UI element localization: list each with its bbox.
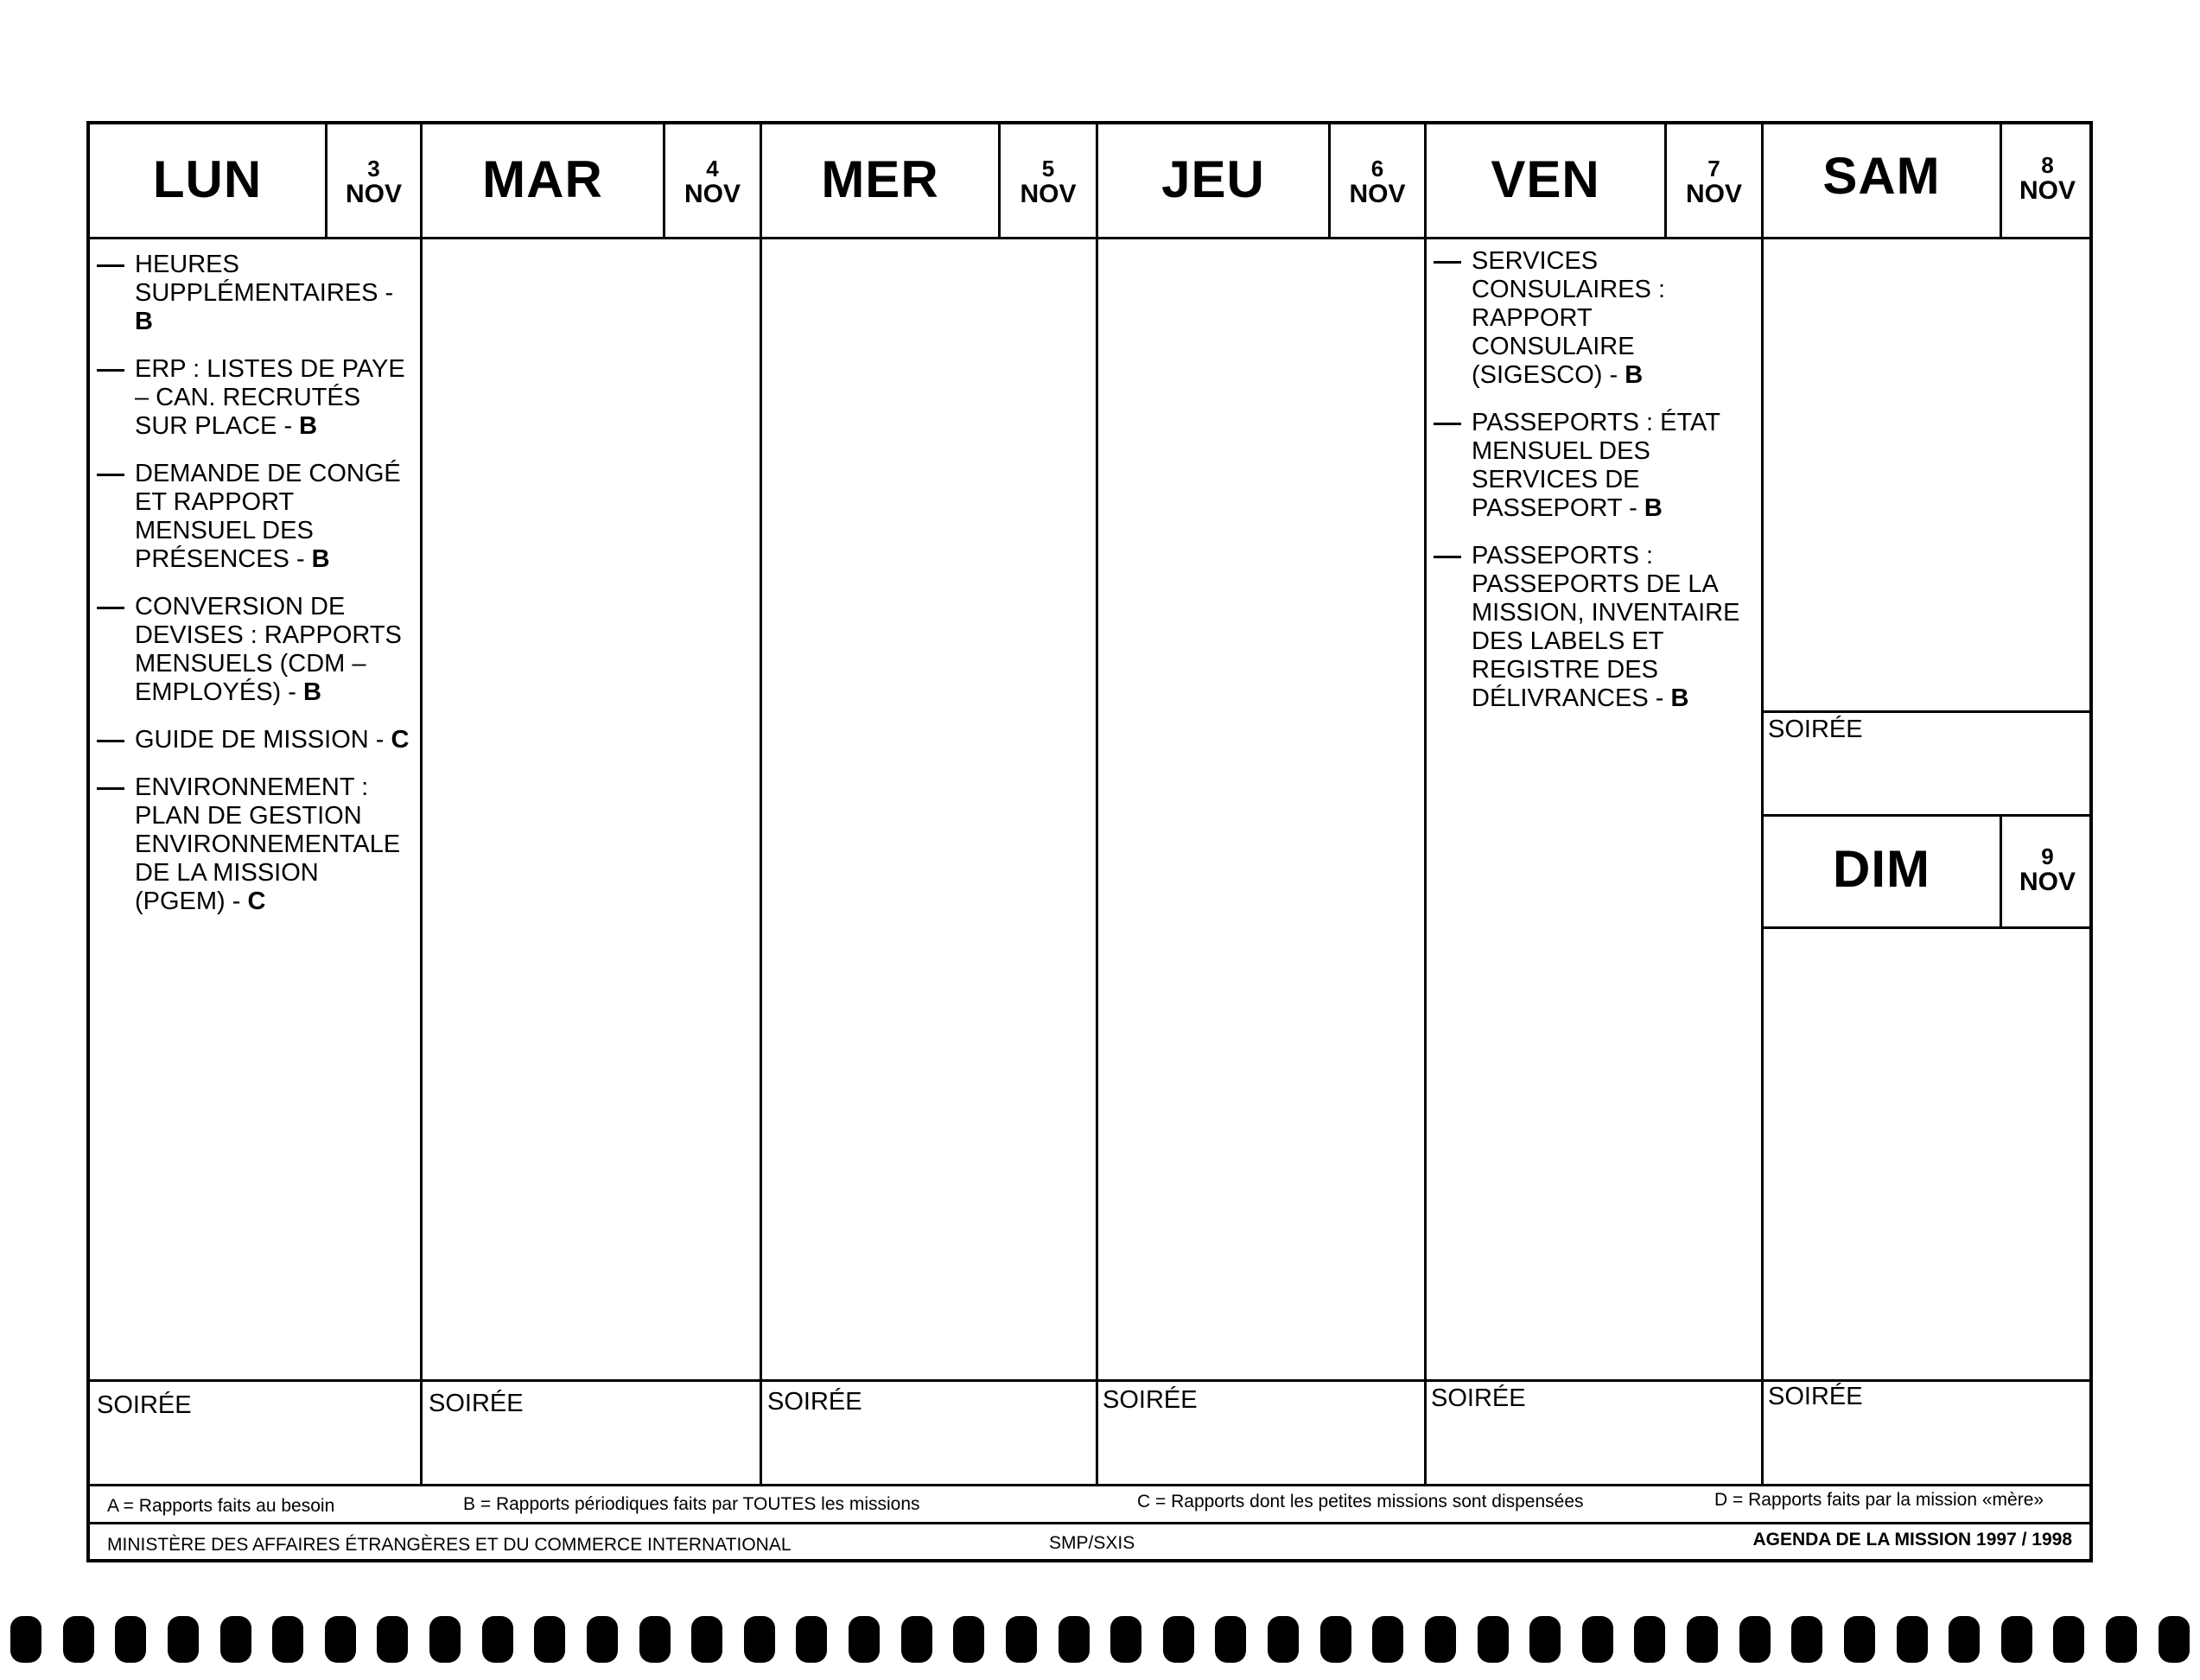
legend-a: A = Rapports faits au besoin: [107, 1496, 335, 1516]
task-item: [1430, 247, 1757, 390]
binder-hole: [1897, 1616, 1928, 1663]
footer-agenda: AGENDA DE LA MISSION 1997 / 1998: [1752, 1530, 2072, 1550]
ven-task-list: [1430, 247, 1757, 732]
binder-hole: [639, 1616, 671, 1663]
binder-hole: [796, 1616, 827, 1663]
evening-line: [90, 1379, 2093, 1382]
day-number: 7: [1707, 156, 1720, 181]
col-divider: [420, 124, 423, 1486]
day-date-sam: [2002, 152, 2093, 204]
binder-hole: [1268, 1616, 1299, 1663]
binder-hole: [1006, 1616, 1037, 1663]
binder-hole: [1059, 1616, 1090, 1663]
task-code: B: [311, 545, 330, 573]
soiree-label-lun: SOIRÉE: [97, 1391, 192, 1419]
binder-hole: [1582, 1616, 1613, 1663]
binder-hole: [1110, 1616, 1141, 1663]
day-month: NOV: [1349, 180, 1406, 208]
day-name-ven: VEN: [1491, 150, 1600, 208]
legend-d: D = Rapports faits par la mission «mère»: [1714, 1490, 2044, 1510]
col-divider: [1096, 124, 1098, 1486]
task-code: B: [1670, 684, 1689, 712]
soiree-label-ven: SOIRÉE: [1431, 1384, 1526, 1412]
task-text: GUIDE DE MISSION -: [135, 726, 391, 754]
task-code: B: [303, 678, 321, 706]
legend-top-line: [90, 1484, 2093, 1486]
binder-hole: [10, 1616, 41, 1663]
day-date-dim: [2002, 843, 2093, 895]
binder-hole: [272, 1616, 303, 1663]
binder-hole: [1425, 1616, 1456, 1663]
day-month: NOV: [2019, 868, 2076, 896]
task-text: ERP : LISTES DE PAYE – CAN. RECRUTÉS SUR PLACE -: [135, 355, 405, 440]
binder-hole: [1320, 1616, 1351, 1663]
day-name-mer: MER: [821, 150, 939, 208]
binder-hole: [1739, 1616, 1771, 1663]
task-item: [93, 773, 415, 916]
binder-hole: [1215, 1616, 1246, 1663]
binder-hole: [2106, 1616, 2137, 1663]
binder-hole: [377, 1616, 408, 1663]
day-number: 6: [1370, 156, 1384, 181]
binder-hole: [691, 1616, 722, 1663]
binder-hole: [1478, 1616, 1509, 1663]
day-month: NOV: [684, 180, 741, 208]
soiree-label-sam: SOIRÉE: [1768, 716, 1863, 743]
binder-hole: [744, 1616, 775, 1663]
binder-hole: [115, 1616, 146, 1663]
day-date-ven: [1667, 156, 1761, 207]
soiree-label-dim: SOIRÉE: [1768, 1383, 1863, 1410]
binder-hole: [1687, 1616, 1718, 1663]
day-month: NOV: [1685, 180, 1742, 208]
task-text: PASSEPORTS : PASSEPORTS DE LA MISSION, INVENTAIRE DES LABELS ET REGISTRE DES DÉLIVRANCES -: [1472, 542, 1740, 712]
binder-hole: [63, 1616, 94, 1663]
sam-evening-line: [1761, 710, 2093, 713]
binder-holes: [0, 1616, 2200, 1668]
footer-code: SMP/SXIS: [1049, 1533, 1135, 1553]
col-divider: [1424, 124, 1427, 1486]
col-divider: [1761, 124, 1764, 1486]
task-item: [93, 251, 415, 336]
task-item: [93, 593, 415, 707]
task-text: DEMANDE DE CONGÉ ET RAPPORT MENSUEL DES PRÉSENCES -: [135, 460, 401, 573]
col-divider: [760, 124, 762, 1486]
day-date-mar: [665, 156, 760, 207]
binder-hole: [2053, 1616, 2084, 1663]
task-code: B: [1644, 494, 1663, 522]
header-bottom-line: [90, 237, 2093, 239]
day-name-mar: MAR: [482, 150, 603, 208]
day-number: 8: [2041, 152, 2054, 178]
day-date-lun: [327, 156, 420, 207]
binder-hole: [220, 1616, 251, 1663]
day-number: 3: [367, 156, 380, 181]
task-item: [1430, 409, 1757, 523]
footer-top-line: [90, 1522, 2093, 1524]
dim-header-bottom-line: [1761, 926, 2093, 929]
binder-hole: [953, 1616, 984, 1663]
task-code: B: [299, 412, 318, 440]
day-month: NOV: [2019, 176, 2076, 205]
day-name-jeu: JEU: [1161, 150, 1265, 208]
day-month: NOV: [345, 180, 402, 208]
binder-hole: [1163, 1616, 1194, 1663]
binder-hole: [1791, 1616, 1822, 1663]
task-item: [93, 726, 415, 754]
binder-hole: [2001, 1616, 2032, 1663]
day-number: 5: [1041, 156, 1055, 181]
task-text: SERVICES CONSULAIRES : RAPPORT CONSULAIRE (SIGESCO) -: [1472, 247, 1665, 389]
binder-hole: [849, 1616, 880, 1663]
task-code: C: [247, 888, 266, 915]
task-item: [93, 460, 415, 574]
legend-b: B = Rapports périodiques faits par TOUTES les missions: [463, 1494, 920, 1514]
day-name-sam: SAM: [1822, 147, 1941, 205]
binder-hole: [2159, 1616, 2190, 1663]
task-code: C: [391, 726, 410, 754]
day-number: 4: [706, 156, 719, 181]
binder-hole: [1949, 1616, 1980, 1663]
task-item: [1430, 542, 1757, 713]
lun-task-list: [93, 251, 415, 935]
day-number: 9: [2041, 843, 2054, 869]
weekly-calendar: [86, 121, 2093, 1562]
binder-hole: [168, 1616, 199, 1663]
legend-c: C = Rapports dont les petites missions sont dispensées: [1137, 1492, 1584, 1511]
task-text: CONVERSION DE DEVISES : RAPPORTS MENSUELS (CDM – EMPLOYÉS) -: [135, 593, 402, 706]
task-text: PASSEPORTS : ÉTAT MENSUEL DES SERVICES DE PASSEPORT -: [1472, 409, 1720, 522]
task-item: [93, 355, 415, 441]
binder-hole: [482, 1616, 513, 1663]
day-date-mer: [1001, 156, 1096, 207]
task-text: ENVIRONNEMENT : PLAN DE GESTION ENVIRONNEMENTALE DE LA MISSION (PGEM) -: [135, 773, 401, 915]
binder-hole: [1529, 1616, 1561, 1663]
task-code: B: [1625, 361, 1644, 389]
footer-ministry: MINISTÈRE DES AFFAIRES ÉTRANGÈRES ET DU COMMERCE INTERNATIONAL: [107, 1535, 792, 1555]
binder-hole: [901, 1616, 932, 1663]
day-name-dim: DIM: [1833, 840, 1930, 898]
day-name-lun: LUN: [152, 150, 263, 208]
dim-header-top-line: [1761, 814, 2093, 817]
soiree-label-jeu: SOIRÉE: [1103, 1386, 1198, 1414]
binder-hole: [1844, 1616, 1875, 1663]
binder-hole: [534, 1616, 565, 1663]
task-code: B: [135, 308, 153, 335]
binder-hole: [587, 1616, 618, 1663]
binder-hole: [429, 1616, 461, 1663]
day-date-jeu: [1331, 156, 1424, 207]
day-month: NOV: [1020, 180, 1077, 208]
soiree-label-mer: SOIRÉE: [767, 1388, 862, 1416]
binder-hole: [1372, 1616, 1403, 1663]
task-text: HEURES SUPPLÉMENTAIRES -: [135, 251, 394, 307]
binder-hole: [1634, 1616, 1665, 1663]
binder-hole: [325, 1616, 356, 1663]
soiree-label-mar: SOIRÉE: [429, 1390, 524, 1417]
